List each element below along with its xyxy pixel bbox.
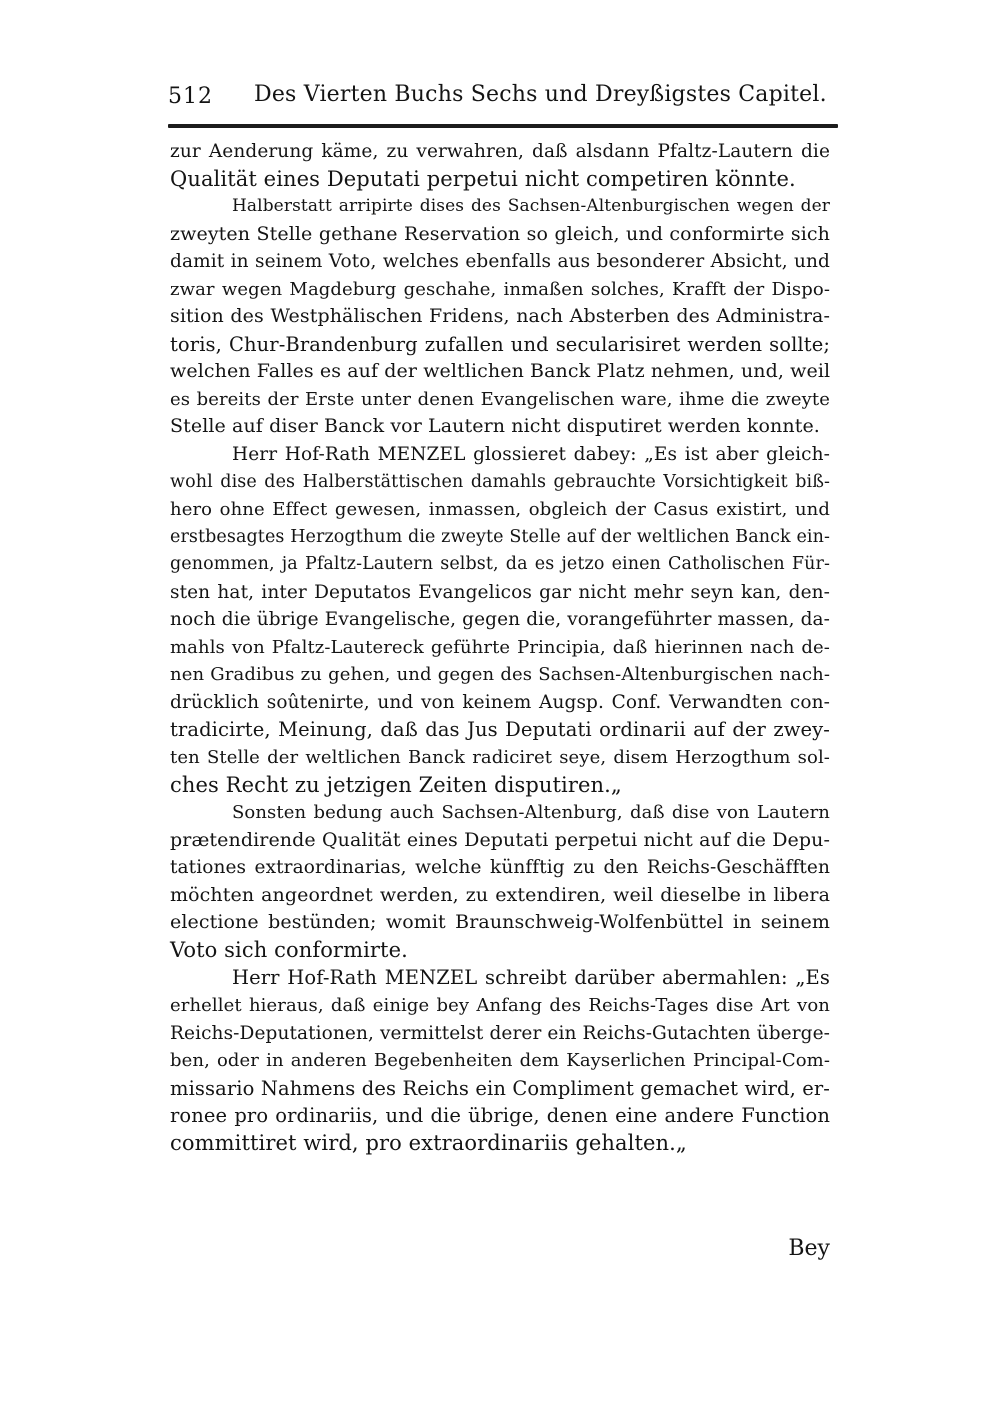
header-rule (168, 124, 838, 128)
text-line: ches Recht zu jetzigen Zeiten disputiren.„ (170, 772, 622, 797)
text-line: Sonsten bedung auch Sachsen-Altenburg, daß dise von Lautern (232, 802, 830, 824)
text-line: erstbesagtes Herzogthum die zweyte Stelle auf der weltlichen Banck ein- (170, 526, 830, 547)
text-line: Herr Hof-Rath MENZEL schreibt darüber abermahlen: „Es (232, 966, 830, 990)
text-line: zur Aenderung käme, zu verwahren, daß alsdann Pfaltz-Lautern die (170, 141, 830, 162)
text-line: welchen Falles es auf der weltlichen Banck Platz nehmen, und, weil (170, 360, 831, 383)
text-line: tationes extraordinarias, welche künfftig zu den Reichs-Geschäfften (170, 857, 830, 879)
text-line: zweyten Stelle gethane Reservation so gleich, und conformirte sich (170, 222, 830, 245)
text-line: damit in seinem Voto, welches ebenfalls aus besonderer Absicht, und (170, 251, 830, 273)
text-line: Qualität eines Deputati perpetui nicht competiren könnte. (170, 166, 796, 191)
text-line: ronee pro ordinariis, und die übrige, denen eine andere Function (170, 1104, 830, 1128)
text-line: möchten angeordnet werden, zu extendiren, weil dieselbe in libera (170, 883, 830, 906)
text-line: nen Gradibus zu gehen, und gegen des Sachsen-Altenburgischen nach- (170, 664, 830, 686)
page-header (168, 78, 838, 122)
text-line: zwar wegen Magdeburg geschahe, inmaßen solches, Krafft der Dispo- (170, 278, 830, 300)
text-line: Halberstatt arripirte dises des Sachsen-Altenburgischen wegen der (232, 196, 830, 217)
body-text (170, 138, 830, 1157)
text-line: toris, Chur-Brandenburg zufallen und secularisiret werden sollte; (170, 332, 830, 356)
text-line: committiret wird, pro extraordinariis gehalten.„ (170, 1130, 687, 1155)
running-head: Des Vierten Buchs Sechs und Dreyßigstes Capitel. (254, 82, 827, 107)
text-line: wohl dise des Halberstättischen damahls gebrauchte Vorsichtigkeit biß- (170, 471, 830, 492)
text-line: tradicirte, Meinung, daß das Jus Deputati ordinarii auf der zwey- (170, 718, 830, 742)
text-line: Stelle auf diser Banck vor Lautern nicht disputiret werden konnte. (170, 415, 820, 438)
text-line: es bereits der Erste unter denen Evangelischen ware, ihme die zweyte (170, 388, 830, 410)
text-line: electione bestünden; womit Braunschweig-Wolfenbüttel in seinem (170, 911, 830, 934)
text-line: missario Nahmens des Reichs ein Compliment gemachet wird, er- (170, 1076, 830, 1100)
text-line: Voto sich conformirte. (170, 937, 408, 962)
text-line: genommen, ja Pfaltz-Lautern selbst, da es jetzo einen Catholischen Für- (170, 554, 830, 575)
text-line: prætendirende Qualität eines Deputati perpetui nicht auf die Depu- (170, 828, 830, 851)
text-line: noch die übrige Evangelische, gegen die, vorangeführter massen, da- (170, 609, 830, 631)
catchword: Bey (788, 1236, 830, 1261)
text-line: sten hat, inter Deputatos Evangelicos gar nicht mehr seyn kan, den- (170, 581, 830, 603)
text-line: mahls von Pfaltz-Lautereck geführte Principia, daß hierinnen nach de- (170, 636, 830, 658)
text-line: Herr Hof-Rath MENZEL glossieret dabey: „Es ist aber gleich- (232, 444, 830, 466)
page-number: 512 (168, 84, 213, 109)
text-line: hero ohne Effect gewesen, inmassen, obgleich der Casus existirt, und (170, 499, 830, 521)
text-line: erhellet hieraus, daß einige bey Anfang des Reichs-Tages dise Art von (170, 994, 830, 1016)
text-line: ten Stelle der weltlichen Banck radiciret seye, disem Herzogthum sol- (170, 747, 830, 769)
text-line: sition des Westphälischen Fridens, nach Absterben des Administra- (170, 305, 830, 328)
text-line: Reichs-Deputationen, vermittelst derer ein Reichs-Gutachten überge- (170, 1022, 830, 1044)
text-line: ben, oder in anderen Begebenheiten dem Kayserlichen Principal-Com- (170, 1050, 830, 1072)
text-line: drücklich soûtenirte, und von keinem Augsp. Conf. Verwandten con- (170, 691, 830, 713)
